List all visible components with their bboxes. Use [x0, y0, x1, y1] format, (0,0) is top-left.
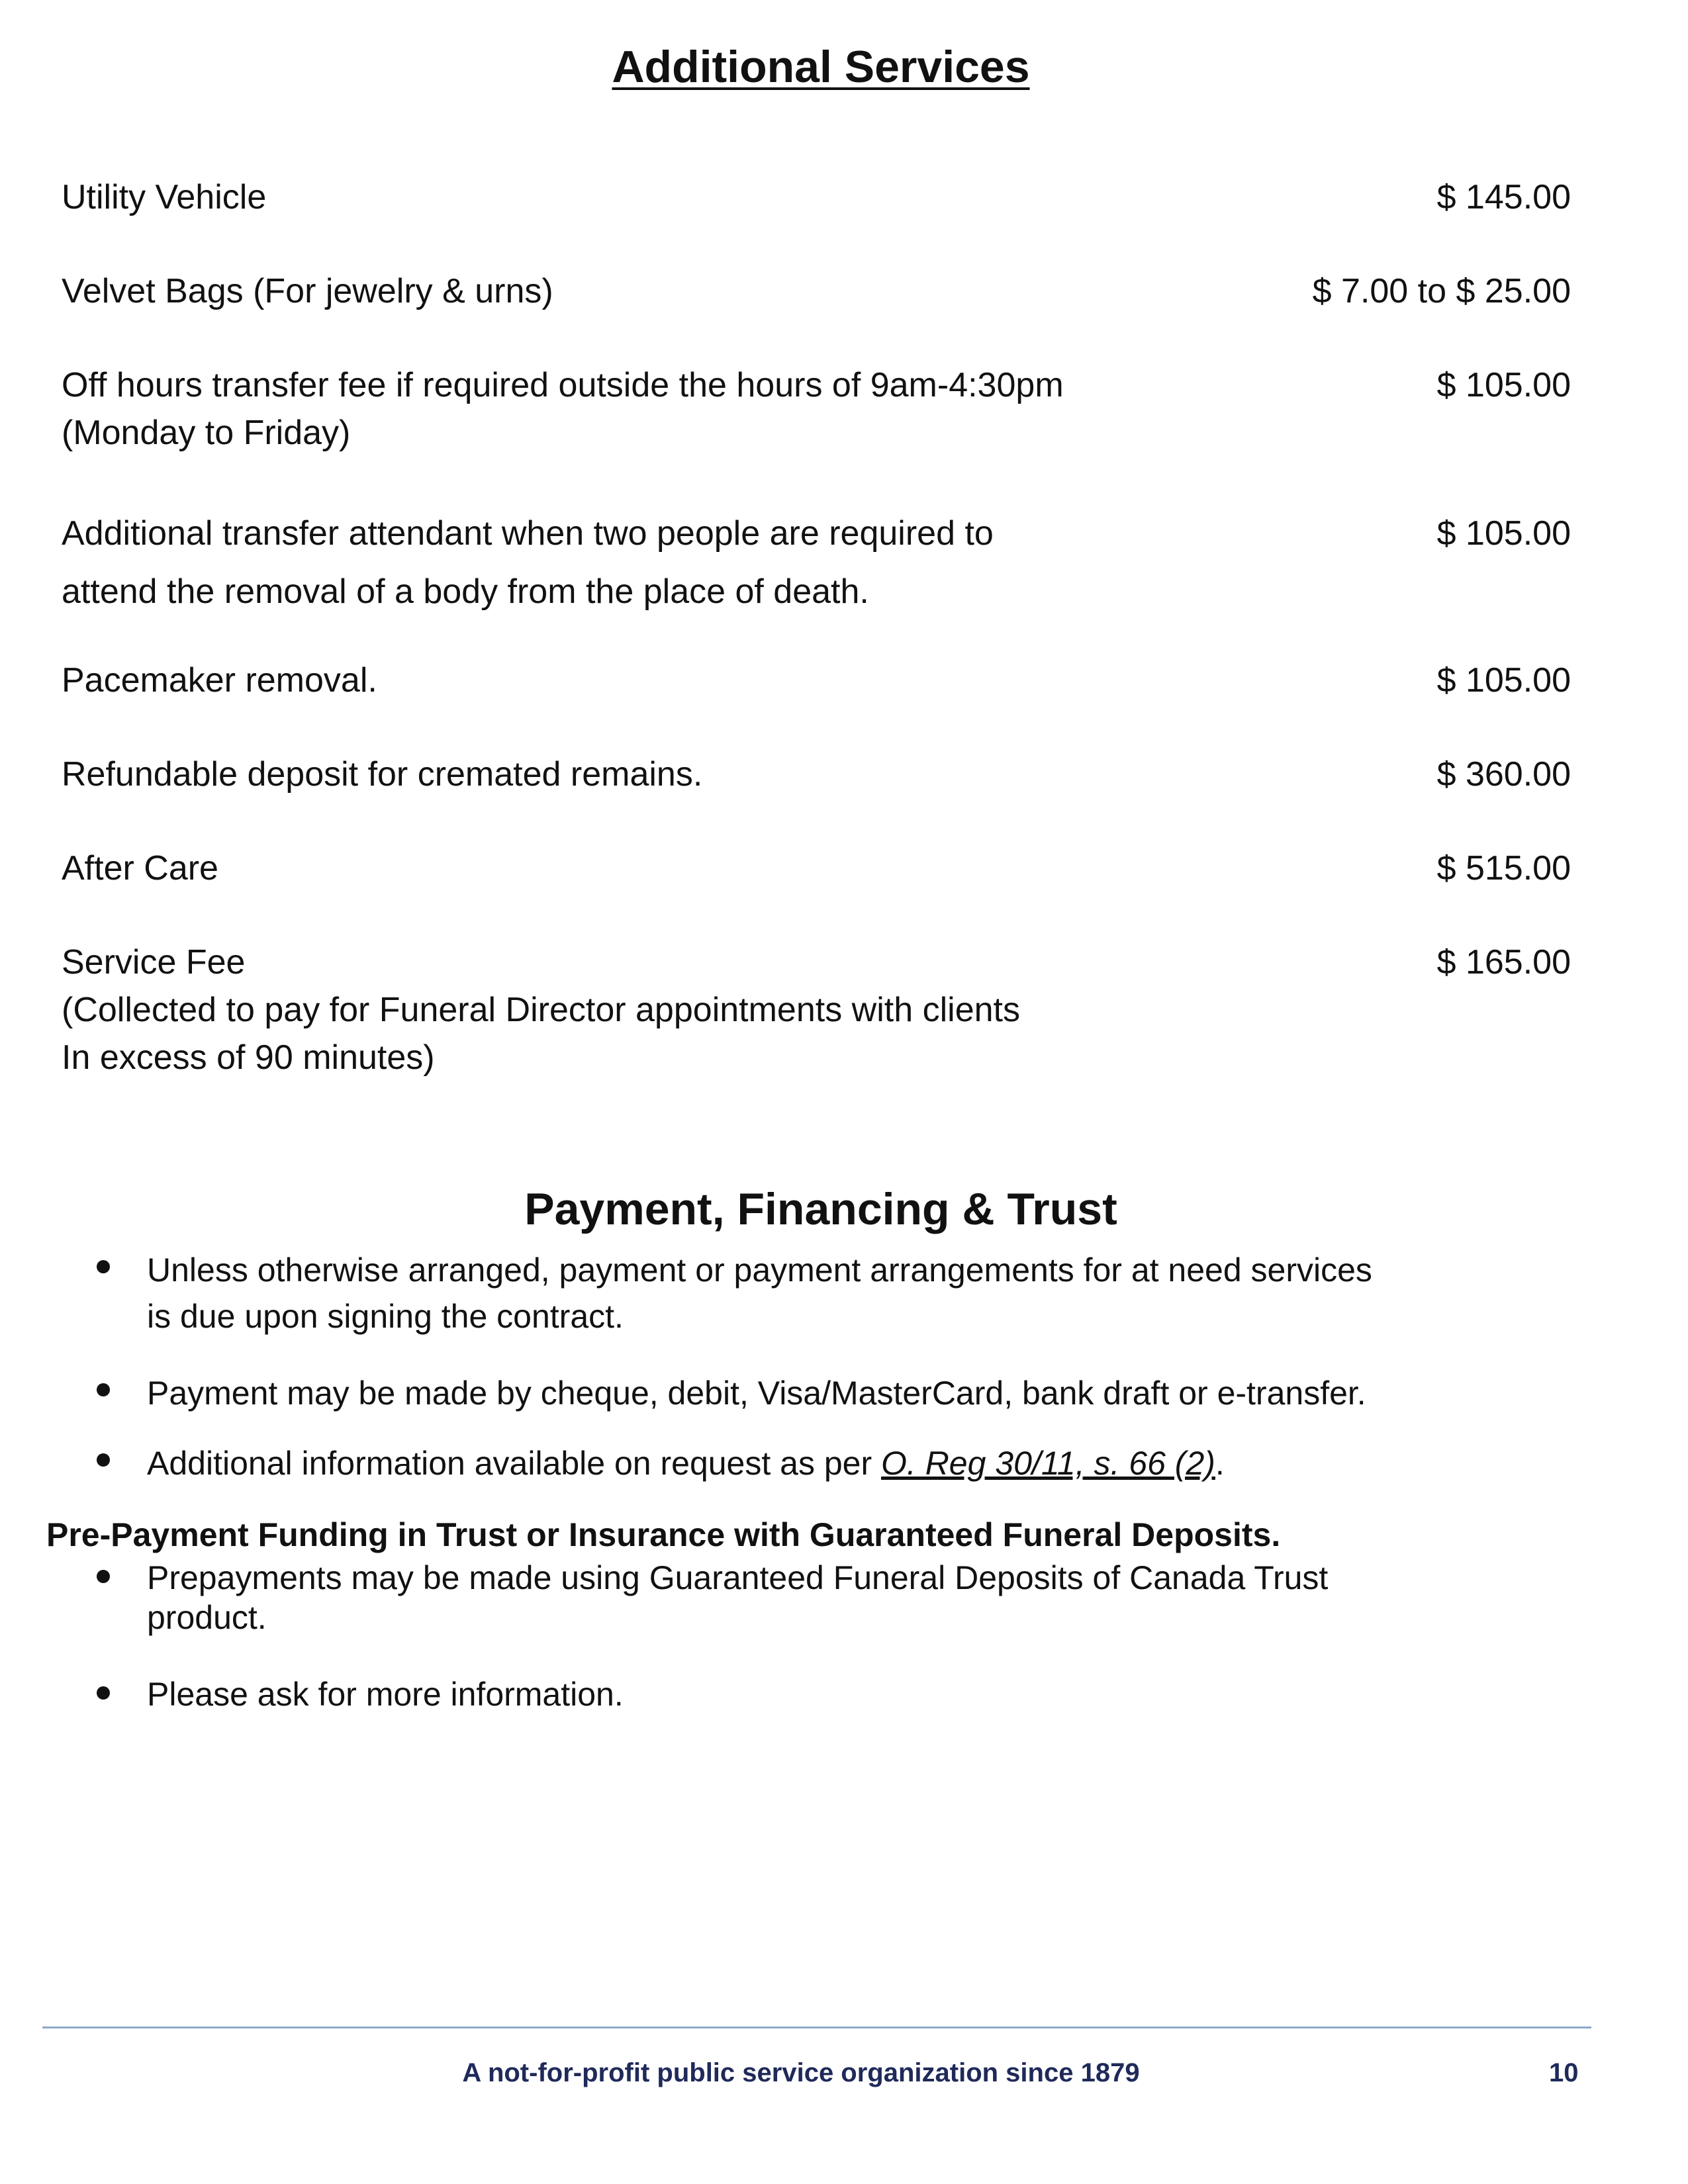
- bullet-icon: [97, 1453, 110, 1467]
- service-description: Refundable deposit for cremated remains.: [62, 755, 703, 794]
- list-item: Additional information available on request as per O. Reg 30/11, s. 66 (2).: [0, 1440, 1537, 1486]
- service-description: Utility Vehicle: [62, 178, 267, 216]
- service-row: [62, 173, 1571, 221]
- service-description-line: In excess of 90 minutes): [62, 1038, 435, 1077]
- payment-list: [0, 1247, 1642, 1486]
- bullet-icon: [97, 1383, 110, 1396]
- service-description: Off hours transfer fee if required outside the hours of 9am-4:30pm: [62, 366, 1064, 404]
- service-row: [62, 361, 1571, 457]
- service-price: $ 105.00: [1436, 661, 1571, 700]
- service-description-line: attend the removal of a body from the place of death.: [62, 572, 869, 611]
- service-description: After Care: [62, 849, 218, 887]
- service-row: [62, 267, 1571, 315]
- service-row: [62, 504, 1571, 621]
- service-description: Pacemaker removal.: [62, 661, 377, 700]
- prepayment-list: [0, 1558, 1642, 1714]
- service-description-line: (Monday to Friday): [62, 414, 351, 452]
- service-price: $ 165.00: [1436, 943, 1571, 981]
- payment-heading: Payment, Financing & Trust: [524, 1184, 1117, 1234]
- service-description: Velvet Bags (For jewelry & urns): [62, 272, 553, 310]
- page-number: 10: [1549, 2058, 1579, 2087]
- service-row: [62, 657, 1571, 704]
- footer-tagline: A not-for-profit public service organization since 1879: [462, 2058, 1140, 2087]
- service-description: Additional transfer attendant when two people are required to: [62, 514, 994, 553]
- service-price: $ 105.00: [1436, 514, 1571, 553]
- service-description-line: (Collected to pay for Funeral Director appointments with clients: [62, 991, 1020, 1029]
- service-row: [62, 844, 1571, 892]
- prepayment-heading: Pre-Payment Funding in Trust or Insurance with Guaranteed Funeral Deposits.: [46, 1516, 1281, 1553]
- service-price: $ 105.00: [1436, 366, 1571, 404]
- service-price: $ 360.00: [1436, 755, 1571, 794]
- regulation-reference: O. Reg 30/11, s. 66 (2): [881, 1445, 1215, 1482]
- bullet-icon: [97, 1686, 110, 1700]
- list-item: Please ask for more information.: [0, 1674, 1537, 1714]
- list-item: Unless otherwise arranged, payment or payment arrangements for at need services is due upon signing the contract.: [0, 1247, 1537, 1340]
- service-price: $ 7.00 to $ 25.00: [1312, 272, 1571, 310]
- service-row: [62, 751, 1571, 798]
- service-price: $ 145.00: [1436, 178, 1571, 216]
- footer-divider: [42, 2026, 1591, 2028]
- list-item: Payment may be made by cheque, debit, Visa/MasterCard, bank draft or e-transfer.: [0, 1370, 1537, 1416]
- service-description: Service Fee: [62, 943, 246, 981]
- page-title: Additional Services: [612, 42, 1030, 92]
- bullet-icon: [97, 1570, 110, 1583]
- bullet-icon: [97, 1260, 110, 1273]
- list-item: Prepayments may be made using Guaranteed Funeral Deposits of Canada Trust product.: [0, 1558, 1537, 1637]
- service-row: [62, 938, 1571, 1081]
- service-price: $ 515.00: [1436, 849, 1571, 887]
